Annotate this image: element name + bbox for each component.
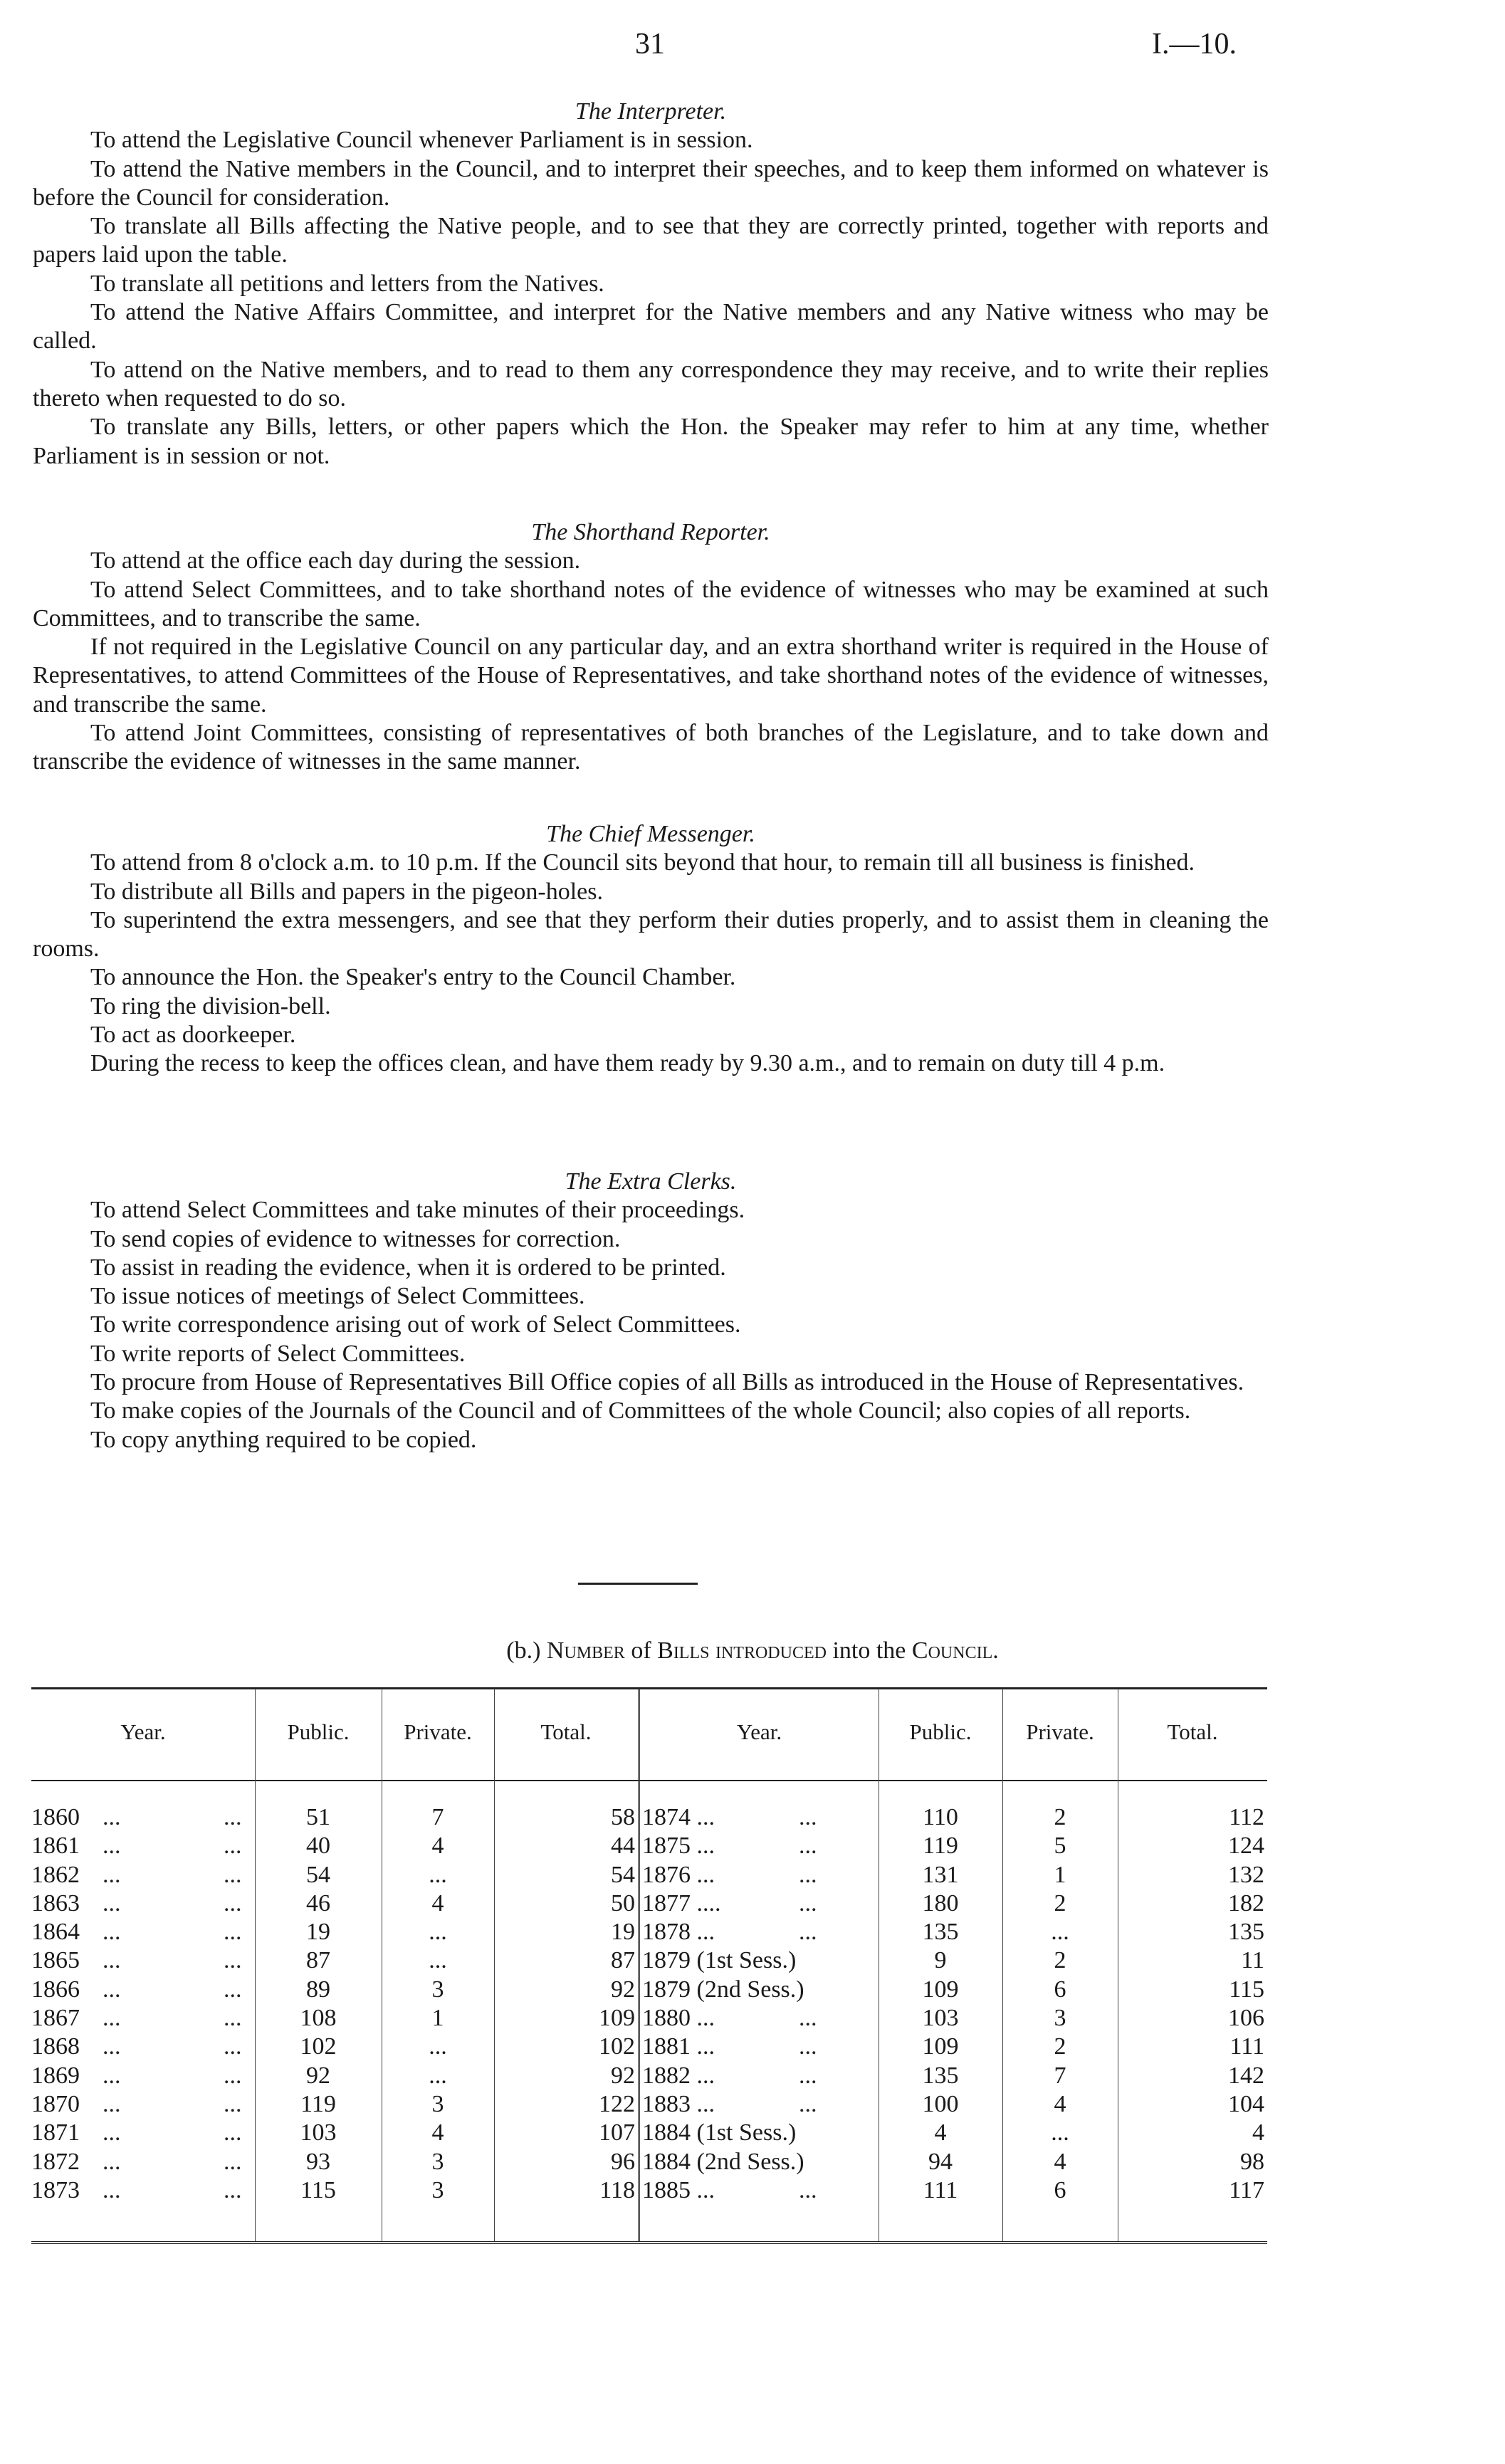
private-count-cell: 1 xyxy=(431,2005,444,2032)
private-count-cell: ... xyxy=(429,2062,447,2089)
public-count-cell: 108 xyxy=(300,2005,337,2032)
leader-dots: ... xyxy=(799,1919,817,1946)
year-cell: 1860 xyxy=(31,1804,80,1830)
leader-dots: ... xyxy=(224,1861,242,1888)
column-header-year: Year. xyxy=(120,1719,166,1744)
table-row xyxy=(31,1918,1267,1946)
table-row xyxy=(31,1889,1267,1918)
total-count-cell: 182 xyxy=(1228,1889,1264,1917)
column-header-year: Year. xyxy=(736,1719,782,1744)
private-count-cell: 3 xyxy=(431,1976,444,2003)
year-cell: 1875 ... xyxy=(642,1833,715,1860)
leader-dots: ... xyxy=(103,2062,121,2089)
year-cell: 1884 (2nd Sess.) xyxy=(642,2148,804,2175)
leader-dots: ... xyxy=(103,1976,121,2003)
section-extra-clerks xyxy=(33,1168,1269,1454)
public-count-cell: 40 xyxy=(306,1833,330,1860)
leader-dots: ... xyxy=(224,2062,242,2089)
total-count-cell: 117 xyxy=(1229,2176,1264,2203)
leader-dots: ... xyxy=(224,2119,242,2146)
column-header-public: Public. xyxy=(909,1719,972,1744)
paragraph: To distribute all Bills and papers in the pigeon-holes. xyxy=(90,878,603,905)
year-cell: 1874 ... xyxy=(642,1804,715,1830)
private-count-cell: ... xyxy=(1051,1919,1069,1946)
private-count-cell: ... xyxy=(429,1919,447,1946)
leader-dots: ... xyxy=(224,1919,242,1946)
total-count-cell: 109 xyxy=(599,2005,635,2032)
paragraph: To copy anything required to be copied. xyxy=(90,1426,477,1453)
leader-dots: ... xyxy=(224,1947,242,1974)
total-count-cell: 112 xyxy=(1229,1804,1264,1830)
total-count-cell: 98 xyxy=(1240,2148,1264,2175)
total-count-cell: 132 xyxy=(1228,1861,1264,1888)
year-cell: 1869 xyxy=(31,2062,80,2089)
year-cell: 1881 ... xyxy=(642,2033,715,2060)
total-count-cell: 92 xyxy=(611,1976,635,2003)
leader-dots: ... xyxy=(224,1976,242,2003)
total-count-cell: 135 xyxy=(1228,1919,1264,1946)
section-heading: The Extra Clerks. xyxy=(565,1168,737,1195)
public-count-cell: 46 xyxy=(306,1889,330,1917)
total-count-cell: 122 xyxy=(599,2090,635,2117)
leader-dots: ... xyxy=(224,2090,242,2117)
table-row xyxy=(31,2004,1267,2033)
total-count-cell: 96 xyxy=(611,2148,635,2175)
table-row xyxy=(31,1946,1267,1975)
private-count-cell: 6 xyxy=(1054,2176,1066,2203)
total-count-cell: 118 xyxy=(599,2176,635,2203)
private-count-cell: ... xyxy=(429,1861,447,1888)
leader-dots: ... xyxy=(103,1889,121,1917)
year-cell: 1885 ... xyxy=(642,2176,715,2203)
paragraph: To attend the Legislative Council whenever Parliament is in session. xyxy=(90,127,753,154)
section-chief-messenger xyxy=(33,820,1269,1079)
paragraph: To attend on the Native members, and to read to them any correspondence they may receive, and to write their replies thereto when requested to do so. xyxy=(33,356,1269,411)
paragraph: During the recess to keep the offices clean, and have them ready by 9.30 a.m., and to remain on duty till 4 p.m. xyxy=(90,1050,1165,1077)
paragraph: To announce the Hon. the Speaker's entry to the Council Chamber. xyxy=(90,964,736,991)
private-count-cell: 3 xyxy=(431,2176,444,2203)
total-count-cell: 142 xyxy=(1228,2062,1264,2089)
leader-dots: ... xyxy=(799,1889,817,1917)
leader-dots: ... xyxy=(103,2119,121,2146)
paragraph: To write correspondence arising out of work of Select Committees. xyxy=(90,1311,741,1338)
total-count-cell: 87 xyxy=(611,1947,635,1974)
paragraph: To translate all Bills affecting the Native people, and to see that they are correctly printed, together with reports and papers laid upon the table. xyxy=(33,213,1269,268)
paragraph: To attend Joint Committees, consisting of representatives of both branches of the Legislature, and to take down and transcribe the evidence of witnesses in the same manner. xyxy=(33,720,1269,775)
private-count-cell: 7 xyxy=(1054,2062,1066,2089)
year-cell: 1864 xyxy=(31,1919,80,1946)
paragraph: To act as doorkeeper. xyxy=(90,1022,296,1049)
year-cell: 1882 ... xyxy=(642,2062,715,2089)
leader-dots: ... xyxy=(799,2176,817,2203)
leader-dots: ... xyxy=(799,1833,817,1860)
table-title-bills: Bills introduced xyxy=(657,1637,827,1664)
table-row xyxy=(31,2119,1267,2147)
paragraph: To attend the Native Affairs Committee, and interpret for the Native members and any Native witness who may be called. xyxy=(33,299,1269,355)
paragraph: To attend Select Committees, and to take shorthand notes of the evidence of witnesses who may be examined at such Committees, and to transcribe the same. xyxy=(33,576,1269,631)
private-count-cell: 4 xyxy=(1054,2148,1066,2175)
leader-dots: ... xyxy=(224,2176,242,2203)
year-cell: 1862 xyxy=(31,1861,80,1888)
private-count-cell: 2 xyxy=(1054,1804,1066,1830)
paragraph: To procure from House of Representatives Bill Office copies of all Bills as introduced in the House of Representatives. xyxy=(90,1369,1244,1396)
leader-dots: ... xyxy=(799,1861,817,1888)
public-count-cell: 109 xyxy=(922,1976,959,2003)
paragraph: To assist in reading the evidence, when it is ordered to be printed. xyxy=(90,1254,726,1281)
table-row xyxy=(31,1976,1267,2004)
table-title-council: Council. xyxy=(911,1637,999,1664)
public-count-cell: 180 xyxy=(922,1889,959,1917)
section-shorthand-reporter xyxy=(33,518,1269,777)
private-count-cell: ... xyxy=(1051,2119,1069,2146)
leader-dots: ... xyxy=(224,2033,242,2060)
table-row xyxy=(31,1861,1267,1889)
leader-dots: ... xyxy=(799,2090,817,2117)
total-count-cell: 104 xyxy=(1228,2090,1264,2117)
table-title-number: Number xyxy=(546,1637,625,1664)
leader-dots: ... xyxy=(224,2005,242,2032)
column-header-total: Total. xyxy=(540,1719,592,1744)
public-count-cell: 110 xyxy=(923,1804,958,1830)
private-count-cell: ... xyxy=(429,2033,447,2060)
leader-dots: ... xyxy=(103,2005,121,2032)
leader-dots: ... xyxy=(103,1804,121,1830)
leader-dots: ... xyxy=(103,2176,121,2203)
table-header-rule xyxy=(31,1780,1267,1781)
paragraph: To attend the Native members in the Council, and to interpret their speeches, and to keep them informed on whatever is before the Council for consideration. xyxy=(33,155,1269,211)
year-cell: 1880 ... xyxy=(642,2005,715,2032)
document-reference: I.—10. xyxy=(1152,28,1237,61)
year-cell: 1884 (1st Sess.) xyxy=(642,2119,797,2146)
public-count-cell: 119 xyxy=(300,2090,336,2117)
public-count-cell: 87 xyxy=(306,1947,330,1974)
paragraph: To issue notices of meetings of Select Committees. xyxy=(90,1283,585,1310)
leader-dots: ... xyxy=(799,2005,817,2032)
public-count-cell: 111 xyxy=(923,2176,958,2203)
table-row xyxy=(31,2033,1267,2061)
leader-dots: ... xyxy=(799,1804,817,1830)
public-count-cell: 94 xyxy=(928,2148,953,2175)
public-count-cell: 19 xyxy=(306,1919,330,1946)
public-count-cell: 92 xyxy=(306,2062,330,2089)
leader-dots: ... xyxy=(224,1833,242,1860)
leader-dots: ... xyxy=(224,1804,242,1830)
section-interpreter xyxy=(33,98,1269,471)
paragraph: To translate any Bills, letters, or other papers which the Hon. the Speaker may refer to him at any time, whether Parliament is in session or not. xyxy=(33,414,1269,469)
paragraph: To send copies of evidence to witnesses for correction. xyxy=(90,1225,621,1252)
table-top-rule xyxy=(31,1687,1267,1689)
total-count-cell: 102 xyxy=(599,2033,635,2060)
total-count-cell: 106 xyxy=(1228,2005,1264,2032)
public-count-cell: 9 xyxy=(934,1947,947,1974)
public-count-cell: 115 xyxy=(300,2176,336,2203)
private-count-cell: 4 xyxy=(431,1833,444,1860)
paragraph: To attend from 8 o'clock a.m. to 10 p.m. If the Council sits beyond that hour, to remain till all business is finished. xyxy=(90,849,1195,876)
public-count-cell: 4 xyxy=(934,2119,947,2146)
leader-dots: ... xyxy=(799,2062,817,2089)
private-count-cell: 2 xyxy=(1054,1889,1066,1917)
section-divider xyxy=(578,1583,698,1585)
paragraph: To ring the division-bell. xyxy=(90,992,331,1019)
year-cell: 1878 ... xyxy=(642,1919,715,1946)
private-count-cell: 4 xyxy=(1054,2090,1066,2117)
year-cell: 1861 xyxy=(31,1833,80,1860)
table-bottom-rule xyxy=(31,2241,1267,2244)
table-title-prefix: (b.) xyxy=(506,1637,541,1664)
total-count-cell: 58 xyxy=(611,1804,635,1830)
total-count-cell: 54 xyxy=(611,1861,635,1888)
public-count-cell: 119 xyxy=(923,1833,958,1860)
leader-dots: ... xyxy=(103,2033,121,2060)
bills-table-body xyxy=(31,1803,1267,2205)
column-header-total: Total. xyxy=(1167,1719,1218,1744)
year-cell: 1873 xyxy=(31,2176,80,2203)
private-count-cell: 2 xyxy=(1054,1947,1066,1974)
page-number: 31 xyxy=(635,28,665,61)
leader-dots: ... xyxy=(103,1947,121,1974)
column-header-public: Public. xyxy=(287,1719,350,1744)
total-count-cell: 19 xyxy=(611,1919,635,1946)
column-header-private: Private. xyxy=(404,1719,472,1744)
total-count-cell: 107 xyxy=(599,2119,635,2146)
year-cell: 1877 .... xyxy=(642,1889,721,1917)
private-count-cell: 1 xyxy=(1054,1861,1066,1888)
total-count-cell: 124 xyxy=(1228,1833,1264,1860)
total-count-cell: 92 xyxy=(611,2062,635,2089)
table-title-of: of xyxy=(631,1637,651,1664)
public-count-cell: 135 xyxy=(922,2062,959,2089)
paragraph: To attend Select Committees and take minutes of their proceedings. xyxy=(90,1197,745,1224)
table-row xyxy=(31,1803,1267,1832)
section-heading: The Shorthand Reporter. xyxy=(531,519,770,545)
section-heading: The Interpreter. xyxy=(575,98,727,125)
private-count-cell: 4 xyxy=(431,1889,444,1917)
year-cell: 1870 xyxy=(31,2090,80,2117)
total-count-cell: 11 xyxy=(1241,1947,1264,1974)
public-count-cell: 51 xyxy=(306,1804,330,1830)
table-row xyxy=(31,1832,1267,1860)
year-cell: 1865 xyxy=(31,1947,80,1974)
table-row xyxy=(31,2090,1267,2119)
section-heading: The Chief Messenger. xyxy=(546,821,755,847)
table-title xyxy=(0,1637,1505,1664)
public-count-cell: 109 xyxy=(922,2033,959,2060)
leader-dots: ... xyxy=(799,2033,817,2060)
leader-dots: ... xyxy=(224,2148,242,2175)
paragraph: To attend at the office each day during the session. xyxy=(90,547,581,575)
paragraph: If not required in the Legislative Council on any particular day, and an extra shorthand writer is required in the House of Representatives, to attend Committees of the House of Representatives, and take shorthand notes of the evidence of witnesses, and transcribe the same. xyxy=(33,634,1269,718)
year-cell: 1871 xyxy=(31,2119,80,2146)
private-count-cell: ... xyxy=(429,1947,447,1974)
private-count-cell: 6 xyxy=(1054,1976,1066,2003)
table-title-into: into the xyxy=(832,1637,906,1664)
public-count-cell: 54 xyxy=(306,1861,330,1888)
year-cell: 1868 xyxy=(31,2033,80,2060)
public-count-cell: 135 xyxy=(922,1919,959,1946)
paragraph: To make copies of the Journals of the Council and of Committees of the whole Council; also copies of all reports. xyxy=(90,1398,1191,1425)
private-count-cell: 5 xyxy=(1054,1833,1066,1860)
paragraph: To write reports of Select Committees. xyxy=(90,1340,466,1367)
public-count-cell: 103 xyxy=(300,2119,337,2146)
year-cell: 1872 xyxy=(31,2148,80,2175)
public-count-cell: 100 xyxy=(922,2090,959,2117)
leader-dots: ... xyxy=(103,2148,121,2175)
leader-dots: ... xyxy=(224,1889,242,1917)
year-cell: 1867 xyxy=(31,2005,80,2032)
total-count-cell: 44 xyxy=(611,1833,635,1860)
private-count-cell: 4 xyxy=(431,2119,444,2146)
table-row xyxy=(31,2176,1267,2205)
year-cell: 1866 xyxy=(31,1976,80,2003)
private-count-cell: 3 xyxy=(431,2090,444,2117)
public-count-cell: 89 xyxy=(306,1976,330,2003)
year-cell: 1876 ... xyxy=(642,1861,715,1888)
public-count-cell: 93 xyxy=(306,2148,330,2175)
total-count-cell: 50 xyxy=(611,1889,635,1917)
public-count-cell: 102 xyxy=(300,2033,337,2060)
public-count-cell: 103 xyxy=(922,2005,959,2032)
column-header-private: Private. xyxy=(1026,1719,1094,1744)
private-count-cell: 7 xyxy=(431,1804,444,1830)
year-cell: 1879 (2nd Sess.) xyxy=(642,1976,804,2003)
total-count-cell: 111 xyxy=(1229,2033,1264,2060)
leader-dots: ... xyxy=(103,2090,121,2117)
paragraph: To superintend the extra messengers, and see that they perform their duties properly, and to assist them in cleaning the rooms. xyxy=(33,906,1269,963)
total-count-cell: 4 xyxy=(1252,2119,1264,2146)
total-count-cell: 115 xyxy=(1229,1976,1264,2003)
leader-dots: ... xyxy=(103,1861,121,1888)
table-row xyxy=(31,2062,1267,2090)
private-count-cell: 3 xyxy=(1054,2005,1066,2032)
table-row xyxy=(31,2148,1267,2176)
private-count-cell: 3 xyxy=(431,2148,444,2175)
year-cell: 1883 ... xyxy=(642,2090,715,2117)
private-count-cell: 2 xyxy=(1054,2033,1066,2060)
year-cell: 1879 (1st Sess.) xyxy=(642,1947,797,1974)
year-cell: 1863 xyxy=(31,1889,80,1917)
paragraph: To translate all petitions and letters from the Natives. xyxy=(90,270,604,297)
leader-dots: ... xyxy=(103,1833,121,1860)
public-count-cell: 131 xyxy=(922,1861,959,1888)
leader-dots: ... xyxy=(103,1919,121,1946)
